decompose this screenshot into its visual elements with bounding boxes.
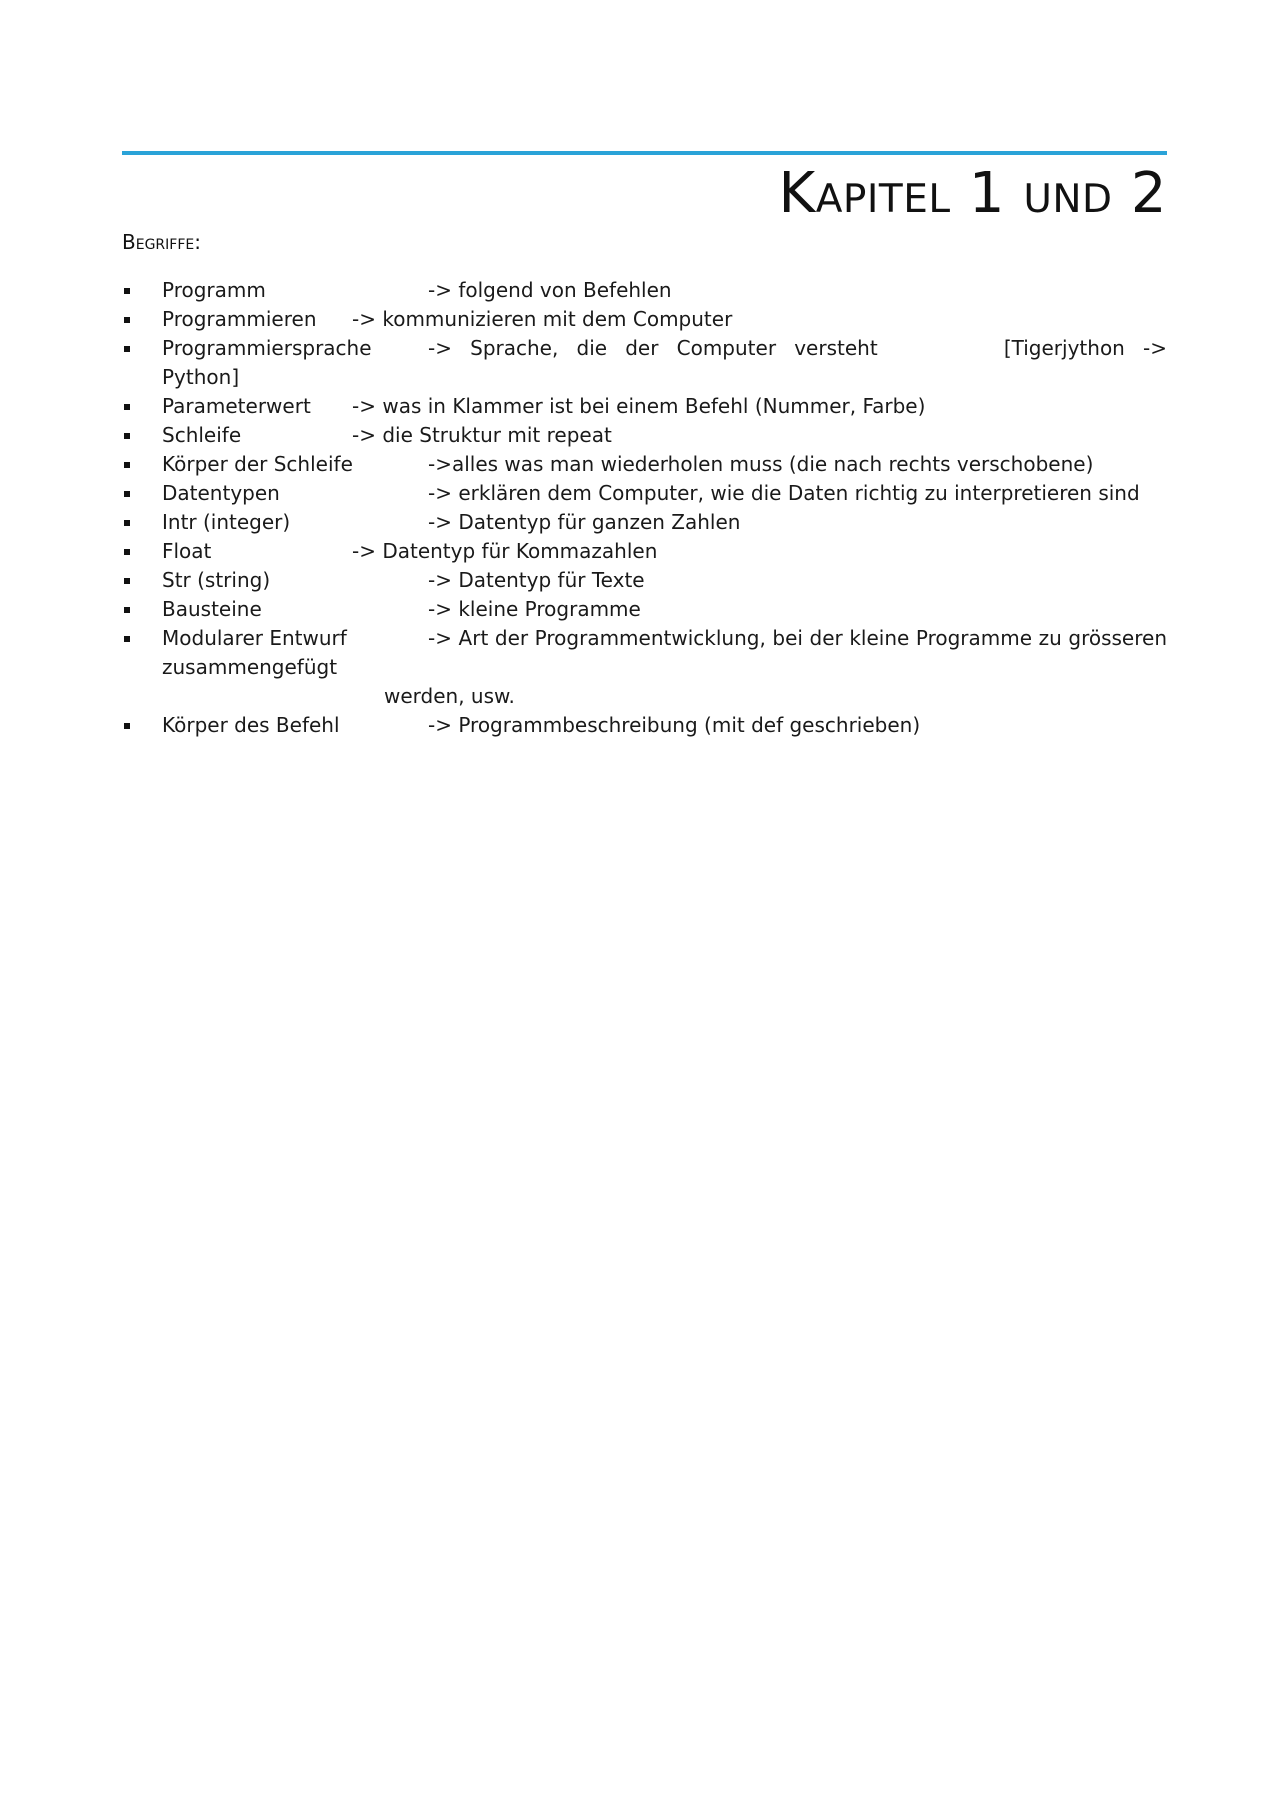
bullet-icon — [124, 549, 130, 555]
bullet-icon — [124, 433, 130, 439]
term-label: Programmiersprache — [162, 336, 372, 360]
bullet-icon — [124, 317, 130, 323]
term-label: Schleife — [162, 423, 242, 447]
list-item — [122, 421, 1167, 450]
bullet-icon — [124, 520, 130, 526]
bullet-icon — [124, 491, 130, 497]
bullet-icon — [124, 462, 130, 468]
bullet-icon — [124, 578, 130, 584]
term-definition: -> was in Klammer ist bei einem Befehl (Nummer, Farbe) — [352, 394, 926, 418]
term-definition: -> erklären dem Computer, wie die Daten richtig zu interpretieren sind — [428, 481, 1140, 505]
list-item — [122, 508, 1167, 537]
list-item — [122, 305, 1167, 334]
term-label: Körper der Schleife — [162, 452, 353, 476]
term-definition: -> kommunizieren mit dem Computer — [352, 307, 733, 331]
term-label: Modularer Entwurf — [162, 626, 347, 650]
term-label: Bausteine — [162, 597, 262, 621]
bullet-icon — [124, 723, 130, 729]
term-definition: -> Datentyp für ganzen Zahlen — [428, 510, 741, 534]
bullet-icon — [124, 607, 130, 613]
list-item — [122, 537, 1167, 566]
bullet-icon — [124, 288, 130, 294]
term-definition: -> Programmbeschreibung (mit def geschrieben) — [428, 713, 921, 737]
list-item — [122, 450, 1167, 479]
term-definition: -> kleine Programme — [428, 597, 641, 621]
bullet-icon — [124, 346, 130, 352]
bullet-icon — [124, 636, 130, 642]
bullet-icon — [124, 404, 130, 410]
term-label: Float — [162, 539, 212, 563]
term-label: Körper des Befehl — [162, 713, 340, 737]
term-label: Parameterwert — [162, 394, 311, 418]
list-item — [122, 479, 1167, 508]
list-item-continuation — [122, 682, 1167, 711]
term-label: Datentypen — [162, 481, 280, 505]
term-definition: -> die Struktur mit repeat — [352, 423, 612, 447]
title-rule — [122, 151, 1167, 155]
list-item — [122, 566, 1167, 595]
list-item — [122, 624, 1167, 682]
term-definition: ->alles was man wiederholen muss (die nach rechts verschobene) — [428, 452, 1094, 476]
term-label: Intr (integer) — [162, 510, 291, 534]
term-definition: -> Datentyp für Texte — [428, 568, 645, 592]
list-item — [122, 711, 1167, 740]
list-item — [122, 392, 1167, 421]
term-label: Programm — [162, 278, 266, 302]
term-label: Programmieren — [162, 307, 317, 331]
section-heading: Begriffe: — [122, 230, 201, 254]
term-definition: -> Sprache, die der Computer versteht — [428, 336, 878, 360]
page-title: Kapitel 1 und 2 — [778, 161, 1167, 226]
term-label: Str (string) — [162, 568, 271, 592]
term-definition: -> Art der Programmentwicklung, bei der kleine Programme zu grösseren zusammengefügt — [162, 626, 1167, 679]
list-item — [122, 334, 1167, 392]
list-item — [122, 276, 1167, 305]
term-definition: -> Datentyp für Kommazahlen — [352, 539, 658, 563]
term-continuation: werden, usw. — [384, 684, 515, 708]
term-definition: -> folgend von Befehlen — [428, 278, 672, 302]
term-list — [122, 276, 1167, 740]
list-item — [122, 595, 1167, 624]
term-extra: [Tigerjython -> Python] — [162, 336, 1167, 389]
